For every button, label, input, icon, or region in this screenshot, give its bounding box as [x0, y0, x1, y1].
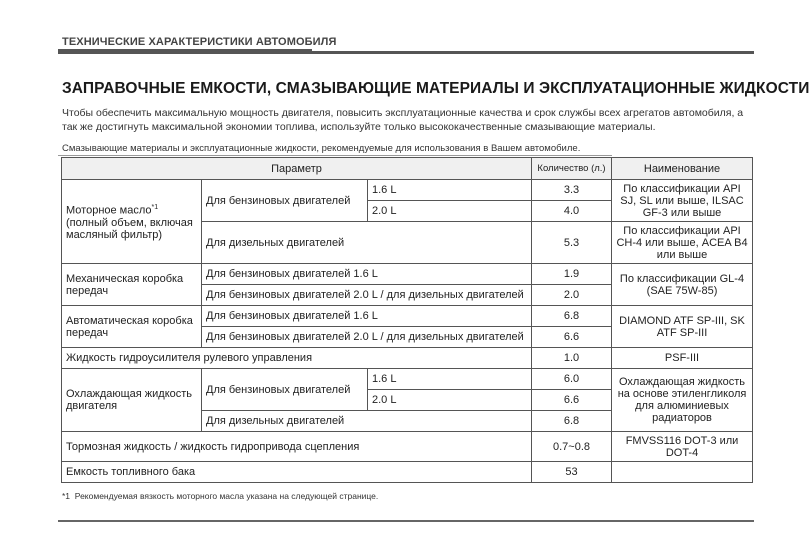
steering-qty: 1.0: [532, 348, 612, 369]
header-param: Параметр: [62, 158, 532, 180]
coolant-diesel-qty: 6.8: [532, 411, 612, 432]
auto-spec: DIAMOND ATF SP-III, SK ATF SP-III: [612, 306, 753, 348]
intro-paragraph: Чтобы обеспечить максимальную мощность двигателя, повысить эксплуатационные качества и срок службы всех агрегатов автомобиля, а так же достигнуть максимальной экономии топлива, используйте только высококачественные смазывающие материалы.: [62, 107, 744, 133]
coolant-label: Охлаждающая жидкость двигателя: [62, 369, 202, 432]
fuel-spec: [612, 462, 753, 483]
coolant-20-qty: 6.6: [532, 390, 612, 411]
manual-row-1: Для бензиновых двигателей 1.6 L: [202, 264, 532, 285]
manual-spec: По классификации GL-4 (SAE 75W-85): [612, 264, 753, 306]
auto-qty-2: 6.6: [532, 327, 612, 348]
engine-oil-16: 1.6 L: [368, 180, 532, 201]
steering-spec: PSF-III: [612, 348, 753, 369]
coolant-16: 1.6 L: [368, 369, 532, 390]
manual-qty-1: 1.9: [532, 264, 612, 285]
engine-oil-20: 2.0 L: [368, 201, 532, 222]
engine-oil-diesel: Для дизельных двигателей: [202, 222, 532, 264]
bottom-rule: [58, 520, 754, 522]
table-row: [62, 432, 753, 462]
table-header-row: [62, 158, 753, 180]
page-title: ЗАПРАВОЧНЫЕ ЕМКОСТИ, СМАЗЫВАЮЩИЕ МАТЕРИАЛЫ И ЭКСПЛУАТАЦИОННЫЕ ЖИДКОСТИ: [62, 80, 810, 97]
engine-oil-20-qty: 4.0: [532, 201, 612, 222]
engine-oil-diesel-qty: 5.3: [532, 222, 612, 264]
brake-label: Тормозная жидкость / жидкость гидропривода сцепления: [62, 432, 532, 462]
capacities-table: [61, 157, 753, 483]
table-row: [62, 180, 753, 201]
fuel-label: Емкость топливного бака: [62, 462, 532, 483]
coolant-diesel: Для дизельных двигателей: [202, 411, 532, 432]
footnote-mark: *1: [151, 204, 159, 212]
engine-oil-16-qty: 3.3: [532, 180, 612, 201]
auto-row-2: Для бензиновых двигателей 2.0 L / для дизельных двигателей: [202, 327, 532, 348]
auto-label: Автоматическая коробка передач: [62, 306, 202, 348]
table-caption: Смазывающие материалы и эксплуатационные жидкости, рекомендуемые для использования в Вашем автомобиле.: [62, 143, 581, 154]
steering-label: Жидкость гидроусилителя рулевого управления: [62, 348, 532, 369]
section-header-label: ТЕХНИЧЕСКИЕ ХАРАКТЕРИСТИКИ АВТОМОБИЛЯ: [62, 36, 337, 48]
engine-oil-label: Моторное масло$^{*1}$ (полный объем, включая масляный фильтр): [62, 180, 202, 264]
brake-spec: FMVSS116 DOT-3 или DOT-4: [612, 432, 753, 462]
coolant-petrol: Для бензиновых двигателей: [202, 369, 368, 411]
footnote-mark: *1: [62, 491, 71, 501]
manual-row-2: Для бензиновых двигателей 2.0 L / для дизельных двигателей: [202, 285, 532, 306]
fuel-qty: 53: [532, 462, 612, 483]
engine-oil-petrol-spec: По классификации API SJ, SL или выше, ILSAC GF-3 или выше: [612, 180, 753, 222]
table-row: [62, 369, 753, 390]
coolant-16-qty: 6.0: [532, 369, 612, 390]
footnote-text: Рекомендуемая вязкость моторного масла указана на следующей странице.: [74, 491, 379, 501]
brake-qty: 0.7~0.8: [532, 432, 612, 462]
auto-row-1: Для бензиновых двигателей 1.6 L: [202, 306, 532, 327]
engine-oil-diesel-spec: По классификации API CH-4 или выше, ACEA B4 или выше: [612, 222, 753, 264]
table-row: [62, 462, 753, 483]
caption-rule: [58, 155, 612, 156]
auto-qty-1: 6.8: [532, 306, 612, 327]
manual-qty-2: 2.0: [532, 285, 612, 306]
header-rule: [58, 51, 754, 54]
footnote: [62, 491, 378, 501]
header-qty: Количество (л.): [532, 158, 612, 180]
coolant-20: 2.0 L: [368, 390, 532, 411]
table-row: [62, 264, 753, 285]
coolant-spec: Охлаждающая жидкость на основе этиленгликоля для алюминиевых радиаторов: [612, 369, 753, 432]
engine-oil-petrol: Для бензиновых двигателей: [202, 180, 368, 222]
table-row: [62, 348, 753, 369]
manual-label: Механическая коробка передач: [62, 264, 202, 306]
header-name: Наименование: [612, 158, 753, 180]
table-row: [62, 306, 753, 327]
